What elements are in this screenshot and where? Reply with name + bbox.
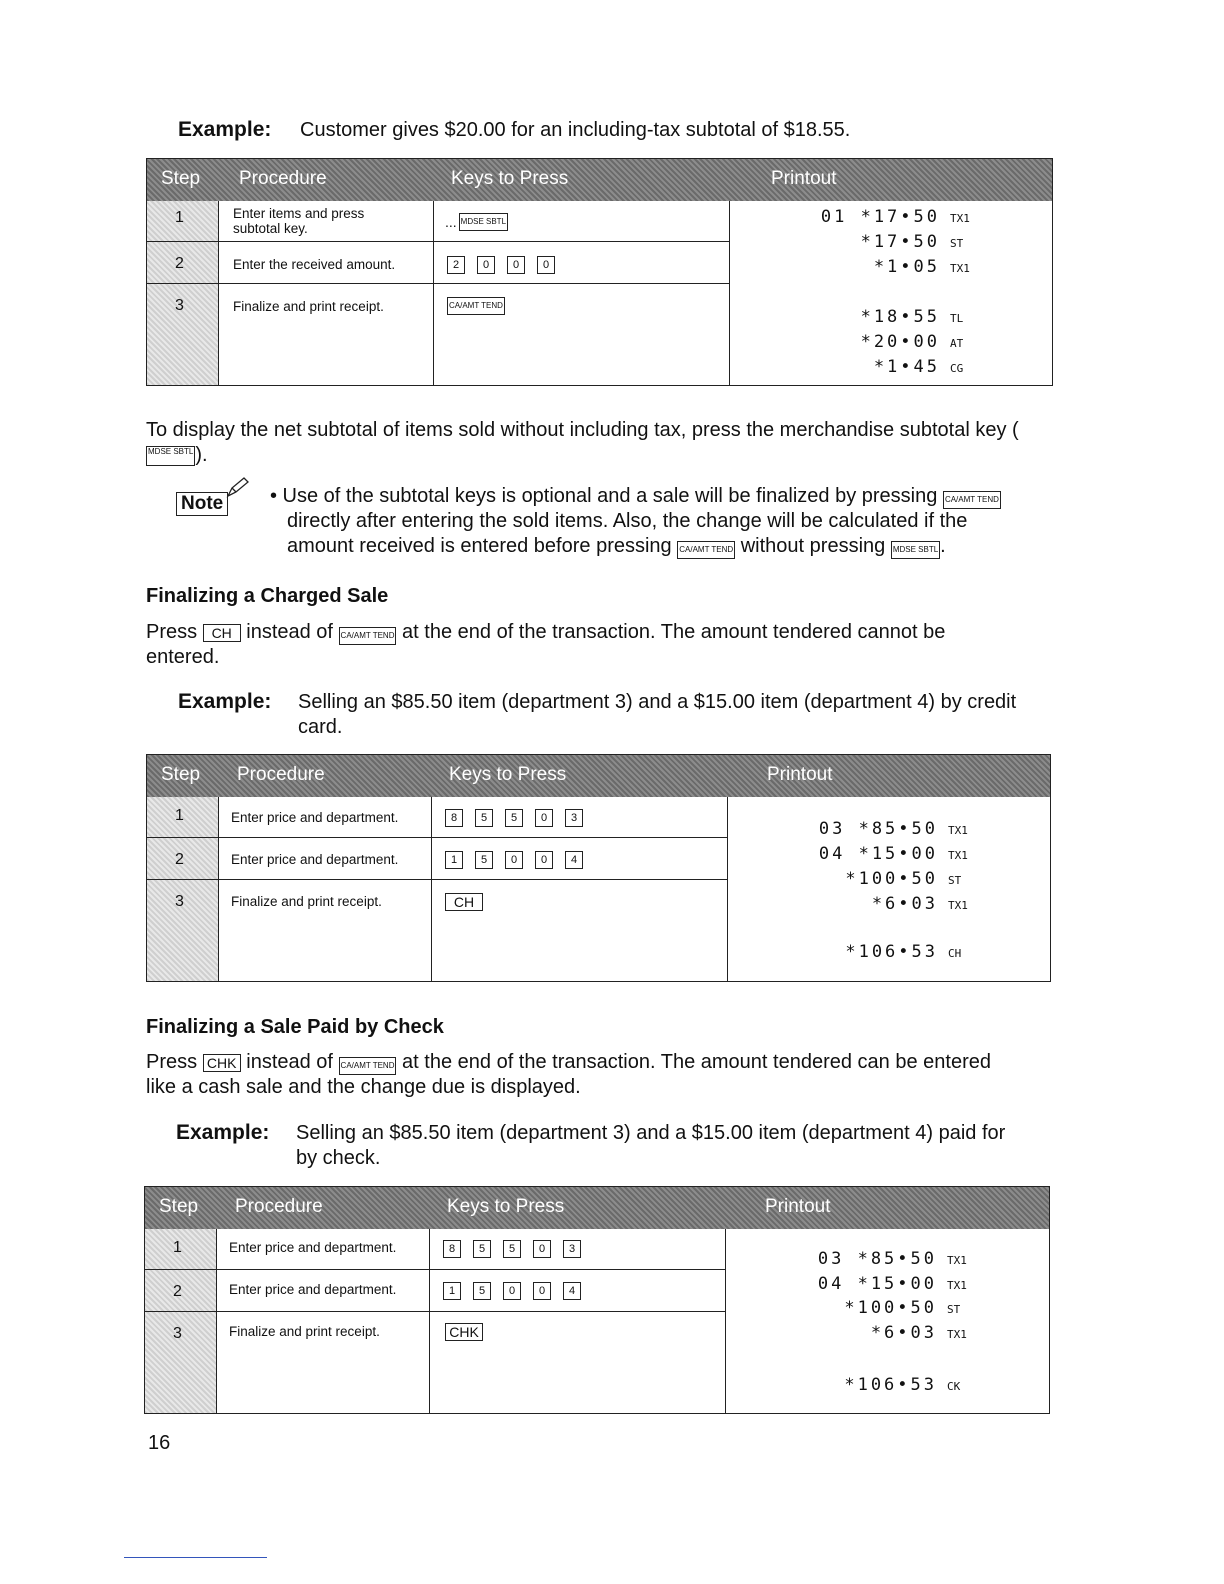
printout-line: *100•50 ST xyxy=(844,1298,961,1318)
printout-line: 04 *15•00 TX1 xyxy=(818,844,968,864)
key-chk: CHK xyxy=(445,1323,483,1341)
key-5: 5 xyxy=(505,809,523,827)
key-ca-amt-tend: CA/AMT TEND xyxy=(339,1057,397,1075)
procedure-text: Enter items and press subtotal key. xyxy=(233,206,365,236)
key-dept-3: 3 xyxy=(565,809,583,827)
printout-line: *106•53 CH xyxy=(845,942,962,962)
header-printout: Printout xyxy=(765,1196,831,1217)
header-procedure: Procedure xyxy=(235,1196,323,1217)
header-keys: Keys to Press xyxy=(449,764,567,785)
ellipsis: ... xyxy=(445,214,457,230)
key-8: 8 xyxy=(443,1240,461,1258)
header-step: Step xyxy=(161,168,201,189)
step-number: 1 xyxy=(175,807,184,824)
printout-line: *17•50 ST xyxy=(860,232,964,252)
procedure-text: Enter price and department. xyxy=(231,810,399,825)
step-number: 3 xyxy=(173,1325,182,1342)
key-5: 5 xyxy=(475,809,493,827)
step-number: 3 xyxy=(175,297,184,314)
procedure-text: Finalize and print receipt. xyxy=(229,1324,380,1339)
key-0: 0 xyxy=(535,851,553,869)
procedure-text: Enter price and department. xyxy=(229,1240,397,1255)
procedure-text: Finalize and print receipt. xyxy=(233,299,384,314)
step-number: 1 xyxy=(175,209,184,226)
key-0: 0 xyxy=(537,256,555,274)
example-label: Example: xyxy=(176,1121,270,1144)
printout-line: *18•55 TL xyxy=(860,307,964,327)
section-title-charged: Finalizing a Charged Sale xyxy=(146,585,389,607)
procedure-text: Enter price and department. xyxy=(231,852,399,867)
key-dept-4: 4 xyxy=(563,1282,581,1300)
table-header xyxy=(145,1187,1049,1229)
note-label: Note xyxy=(176,492,228,516)
footer-rule xyxy=(124,1557,267,1558)
printout-line: *106•53 CK xyxy=(844,1375,961,1395)
procedure-table-3 xyxy=(144,1186,1050,1414)
example-label: Example: xyxy=(178,690,272,713)
key-0: 0 xyxy=(477,256,495,274)
key-0: 0 xyxy=(507,256,525,274)
section-title-check: Finalizing a Sale Paid by Check xyxy=(146,1016,444,1038)
example-label: Example: xyxy=(178,118,272,141)
key-5: 5 xyxy=(473,1282,491,1300)
key-0: 0 xyxy=(535,809,553,827)
key-ca-amt-tend: CA/AMT TEND xyxy=(943,491,1001,509)
procedure-text: Enter price and department. xyxy=(229,1282,397,1297)
key-dept-4: 4 xyxy=(565,851,583,869)
key-mdse-sbtl: MDSE SBTL xyxy=(459,213,508,231)
key-0: 0 xyxy=(503,1282,521,1300)
printout-line: *1•45 CG xyxy=(873,357,964,377)
key-0: 0 xyxy=(533,1282,551,1300)
key-5: 5 xyxy=(475,851,493,869)
key-dept-3: 3 xyxy=(563,1240,581,1258)
step-number: 2 xyxy=(175,851,184,868)
table-header xyxy=(147,755,1050,797)
step-number: 2 xyxy=(173,1283,182,1300)
example-text: Selling an $85.50 item (department 3) and a $15.00 item (department 4) paid for by check. xyxy=(296,1122,1006,1169)
key-ca-amt-tend: CA/AMT TEND xyxy=(447,297,505,315)
key-5: 5 xyxy=(503,1240,521,1258)
key-0: 0 xyxy=(505,851,523,869)
header-step: Step xyxy=(161,764,201,785)
header-keys: Keys to Press xyxy=(447,1196,565,1217)
example-text: Selling an $85.50 item (department 3) and a $15.00 item (department 4) by credit card. xyxy=(298,691,1017,738)
printout-line: 04 *15•00 TX1 xyxy=(817,1274,967,1294)
pencil-icon xyxy=(226,476,252,500)
printout-line: *20•00 AT xyxy=(860,332,964,352)
procedure-text: Finalize and print receipt. xyxy=(231,894,382,909)
header-printout: Printout xyxy=(767,764,833,785)
step-number: 3 xyxy=(175,893,184,910)
paragraph-check: Press CHK instead of CA/AMT TEND at the end of the transaction. The amount tendered can be entered like a cash sale and the change due is displayed. xyxy=(146,1051,991,1098)
header-procedure: Procedure xyxy=(239,168,327,189)
key-mdse-sbtl: MDSE SBTL xyxy=(146,446,195,466)
key-chk: CHK xyxy=(203,1054,241,1072)
table-header xyxy=(147,159,1052,201)
header-printout: Printout xyxy=(771,168,837,189)
procedure-table-2 xyxy=(146,754,1051,982)
key-1: 1 xyxy=(443,1282,461,1300)
printout-line: 03 *85•50 TX1 xyxy=(818,819,968,839)
step-number: 2 xyxy=(175,255,184,272)
paragraph-charged: Press CH instead of CA/AMT TEND at the end of the transaction. The amount tendered cannot be entered. xyxy=(146,621,946,668)
key-2: 2 xyxy=(447,256,465,274)
key-1: 1 xyxy=(445,851,463,869)
page-number: 16 xyxy=(148,1432,171,1454)
step-column xyxy=(147,201,219,385)
example-text: Customer gives $20.00 for an including-tax subtotal of $18.55. xyxy=(300,119,851,141)
printout-line: *6•03 TX1 xyxy=(871,894,968,914)
header-procedure: Procedure xyxy=(237,764,325,785)
procedure-text: Enter the received amount. xyxy=(233,257,396,272)
key-ch: CH xyxy=(203,624,241,642)
key-ca-amt-tend: CA/AMT TEND xyxy=(677,541,735,559)
paragraph-net-subtotal: To display the net subtotal of items sold without including tax, press the merchandise subtotal key (MDSE SBTL ). xyxy=(146,419,1019,466)
key-0: 0 xyxy=(533,1240,551,1258)
key-8: 8 xyxy=(445,809,463,827)
printout-line: 03 *85•50 TX1 xyxy=(817,1249,967,1269)
printout-line: *6•03 TX1 xyxy=(870,1323,967,1343)
key-5: 5 xyxy=(473,1240,491,1258)
procedure-table-1 xyxy=(146,158,1053,386)
printout-line: 01 *17•50 TX1 xyxy=(820,207,970,227)
key-ch: CH xyxy=(445,893,483,911)
note-text: • Use of the subtotal keys is optional and a sale will be finalized by pressing CA/AMT TEND directly after entering the sold items. Also, the change will be calculated if the amount received is entered before pressing CA/AMT TEND without pressing MDSE SBTL . xyxy=(270,485,999,557)
header-step: Step xyxy=(159,1196,199,1217)
key-mdse-sbtl: MDSE SBTL xyxy=(891,541,940,559)
step-number: 1 xyxy=(173,1239,182,1256)
header-keys: Keys to Press xyxy=(451,168,569,189)
printout-line: *1•05 TX1 xyxy=(873,257,970,277)
printout-line: *100•50 ST xyxy=(845,869,962,889)
key-ca-amt-tend: CA/AMT TEND xyxy=(339,627,397,645)
